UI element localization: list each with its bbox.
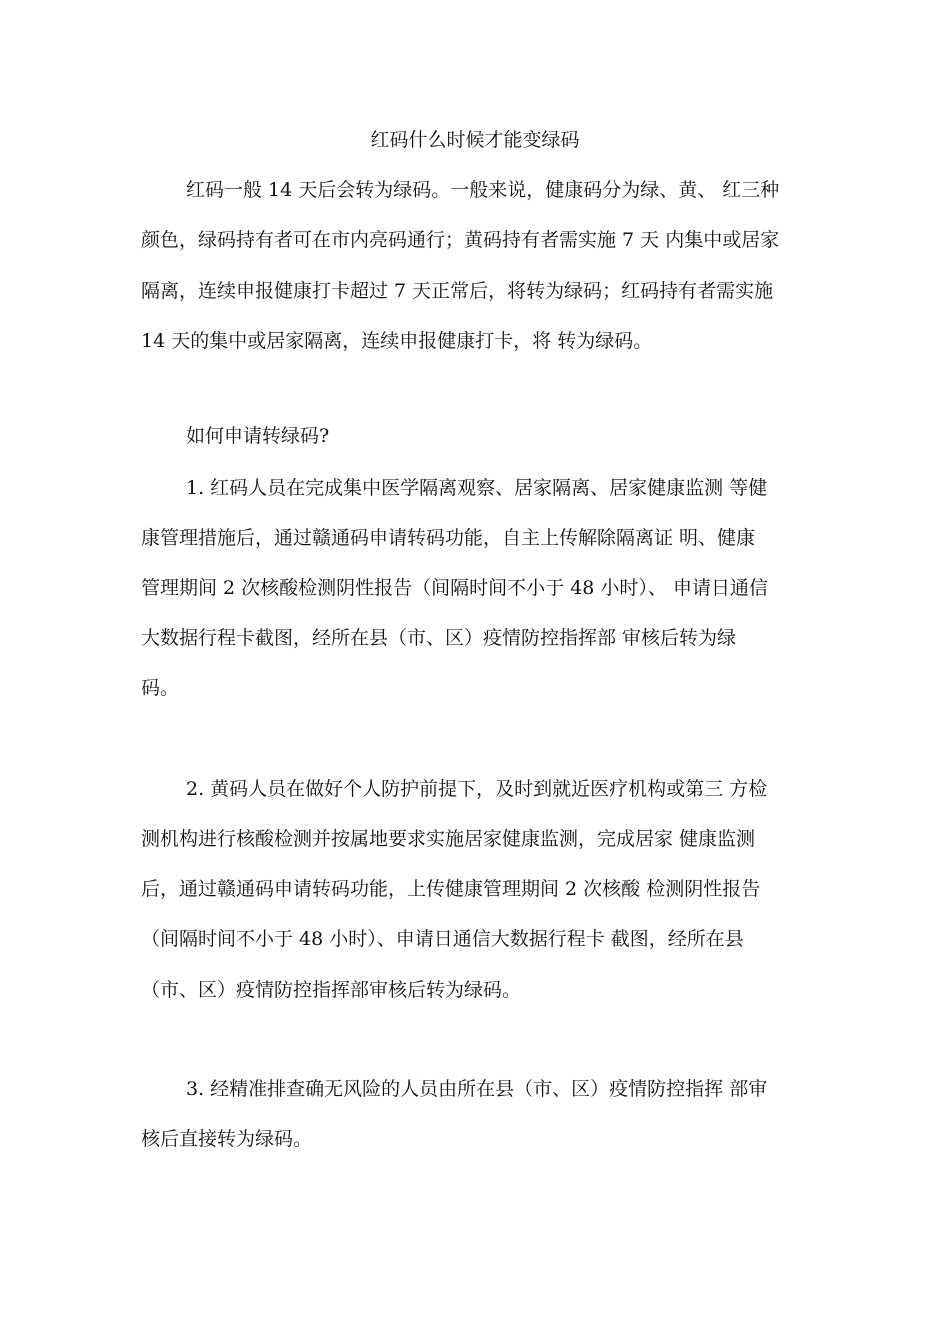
item1-line-3: 管理期间 2 次核酸检测阴性报告（间隔时间不小于 48 小时）、 申请日通信 [141,577,768,599]
item1-line-1: 1. 红码人员在完成集中医学隔离观察、居家隔离、居家健康监测 等健 [186,477,768,499]
item2-line-2: 测机构进行核酸检测并按属地要求实施居家健康监测，完成居家 健康监测 [141,828,756,850]
item1-line-5: 码。 [141,677,180,699]
intro-line-1: 红码一般 14 天后会转为绿码。一般来说，健康码分为绿、黄、 红三种 [186,179,780,201]
question-heading: 如何申请转绿码? [186,425,330,447]
intro-line-4: 14 天的集中或居家隔离，连续申报健康打卡，将 转为绿码。 [141,330,653,352]
item3-line-2: 核后直接转为绿码。 [141,1128,313,1150]
item2-line-4: （间隔时间不小于 48 小时）、申请日通信大数据行程卡 截图，经所在县 [141,928,744,950]
intro-line-3: 隔离，连续申报健康打卡超过 7 天正常后，将转为绿码；红码持有者需实施 [141,280,774,302]
item2-line-3: 后，通过赣通码申请转码功能，上传健康管理期间 2 次核酸 检测阴性报告 [141,878,761,900]
document-title: 红码什么时候才能变绿码 [370,129,580,151]
item1-line-2: 康管理措施后，通过赣通码申请转码功能，自主上传解除隔离证 明、健康 [141,527,756,549]
item3-line-1: 3. 经精准排查确无风险的人员由所在县（市、区）疫情防控指挥 部审 [186,1078,768,1100]
item2-line-1: 2. 黄码人员在做好个人防护前提下，及时到就近医疗机构或第三 方检 [186,778,768,800]
intro-line-2: 颜色，绿码持有者可在市内亮码通行；黄码持有者需实施 7 天 内集中或居家 [141,229,780,251]
item2-line-5: （市、区）疫情防控指挥部审核后转为绿码。 [141,979,522,1001]
item1-line-4: 大数据行程卡截图，经所在县（市、区）疫情防控指挥部 审核后转为绿 [141,627,737,649]
